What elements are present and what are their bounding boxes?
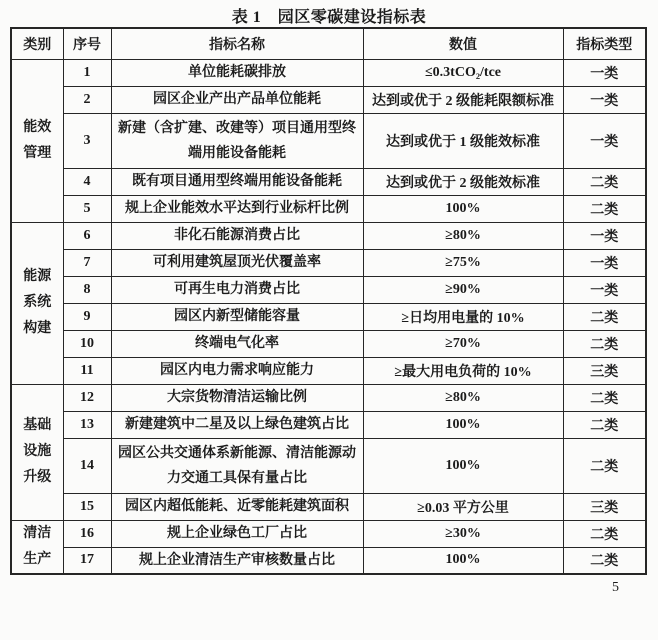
indicator-name-cell: 新建（含扩建、改建等）项目通用型终端用能设备能耗: [111, 113, 363, 168]
indicator-name-cell: 大宗货物清洁运输比例: [111, 384, 363, 411]
indicator-type-cell: 一类: [563, 276, 646, 303]
table-row: [11, 493, 646, 520]
indicator-name-cell: 园区公共交通体系新能源、清洁能源动力交通工具保有量占比: [111, 438, 363, 493]
indicator-name-cell: 园区内新型储能容量: [111, 303, 363, 330]
table-row: [11, 222, 646, 249]
indicator-value-cell: 100%: [363, 411, 563, 438]
indicator-value-cell: 100%: [363, 438, 563, 493]
row-number-cell: 9: [63, 303, 111, 330]
indicator-value-cell: ≥0.03 平方公里: [363, 493, 563, 520]
indicator-type-cell: 三类: [563, 357, 646, 384]
row-number-cell: 15: [63, 493, 111, 520]
indicator-name-cell: 终端电气化率: [111, 330, 363, 357]
indicator-table: [10, 27, 647, 575]
indicator-value-cell: ≥最大用电负荷的 10%: [363, 357, 563, 384]
table-row: [11, 547, 646, 574]
indicator-value-cell: ≥80%: [363, 222, 563, 249]
table-title: 表 1 园区零碳建设指标表: [231, 9, 427, 26]
indicator-type-cell: 二类: [563, 303, 646, 330]
indicator-value-cell: 达到或优于 2 级能效标准: [363, 168, 563, 195]
indicator-value-cell: ≥70%: [363, 330, 563, 357]
indicator-name-cell: 园区内超低能耗、近零能耗建筑面积: [111, 493, 363, 520]
table-row: [11, 168, 646, 195]
row-number-cell: 14: [63, 438, 111, 493]
indicator-value-cell: 100%: [363, 547, 563, 574]
indicator-name-cell: 单位能耗碳排放: [111, 59, 363, 86]
table-row: [11, 86, 646, 113]
row-number-cell: 17: [63, 547, 111, 574]
header-indicator-name: 指标名称: [111, 28, 363, 59]
indicator-value-cell: 100%: [363, 195, 563, 222]
indicator-name-cell: 规上企业绿色工厂占比: [111, 520, 363, 547]
row-number-cell: 12: [63, 384, 111, 411]
indicator-type-cell: 一类: [563, 86, 646, 113]
table-row: [11, 113, 646, 168]
row-number-cell: 11: [63, 357, 111, 384]
table-row: [11, 303, 646, 330]
table-row: [11, 276, 646, 303]
indicator-value-cell: 达到或优于 2 级能耗限额标准: [363, 86, 563, 113]
indicator-type-cell: 二类: [563, 411, 646, 438]
row-number-cell: 2: [63, 86, 111, 113]
category-cell: 基础设施升级: [11, 384, 63, 520]
row-number-cell: 7: [63, 249, 111, 276]
indicator-type-cell: 二类: [563, 384, 646, 411]
indicator-name-cell: 非化石能源消费占比: [111, 222, 363, 249]
indicator-type-cell: 一类: [563, 249, 646, 276]
header-row: [11, 28, 646, 59]
indicator-value-cell: ≥80%: [363, 384, 563, 411]
category-cell: 能效管理: [11, 59, 63, 222]
indicator-name-cell: 规上企业清洁生产审核数量占比: [111, 547, 363, 574]
category-cell: 清洁生产: [11, 520, 63, 574]
table-row: [11, 520, 646, 547]
header-value: 数值: [363, 28, 563, 59]
indicator-type-cell: 二类: [563, 547, 646, 574]
table-row: [11, 195, 646, 222]
table-row: [11, 59, 646, 86]
indicator-value-cell: ≤0.3tCO₂/tce: [363, 59, 563, 86]
table-row: [11, 438, 646, 493]
indicator-value-cell: ≥75%: [363, 249, 563, 276]
indicator-name-cell: 园区内电力需求响应能力: [111, 357, 363, 384]
row-number-cell: 3: [63, 113, 111, 168]
category-cell: 能源系统构建: [11, 222, 63, 384]
row-number-cell: 16: [63, 520, 111, 547]
table-row: [11, 357, 646, 384]
indicator-type-cell: 二类: [563, 330, 646, 357]
page-number: 5: [612, 580, 619, 595]
row-number-cell: 8: [63, 276, 111, 303]
table-row: [11, 330, 646, 357]
indicator-name-cell: 园区企业产出产品单位能耗: [111, 86, 363, 113]
indicator-name-cell: 既有项目通用型终端用能设备能耗: [111, 168, 363, 195]
row-number-cell: 4: [63, 168, 111, 195]
indicator-name-cell: 新建建筑中二星及以上绿色建筑占比: [111, 411, 363, 438]
indicator-name-cell: 可再生电力消费占比: [111, 276, 363, 303]
table-row: [11, 249, 646, 276]
indicator-value-cell: ≥90%: [363, 276, 563, 303]
indicator-type-cell: 三类: [563, 493, 646, 520]
header-indicator-type: 指标类型: [563, 28, 646, 59]
indicator-type-cell: 二类: [563, 195, 646, 222]
row-number-cell: 1: [63, 59, 111, 86]
indicator-type-cell: 一类: [563, 59, 646, 86]
indicator-value-cell: ≥30%: [363, 520, 563, 547]
indicator-type-cell: 二类: [563, 438, 646, 493]
row-number-cell: 13: [63, 411, 111, 438]
header-category: 类别: [11, 28, 63, 59]
indicator-type-cell: 一类: [563, 113, 646, 168]
row-number-cell: 5: [63, 195, 111, 222]
indicator-type-cell: 二类: [563, 520, 646, 547]
indicator-name-cell: 可利用建筑屋顶光伏覆盖率: [111, 249, 363, 276]
indicator-type-cell: 一类: [563, 222, 646, 249]
table-row: [11, 411, 646, 438]
indicator-name-cell: 规上企业能效水平达到行业标杆比例: [111, 195, 363, 222]
table-row: [11, 384, 646, 411]
indicator-type-cell: 二类: [563, 168, 646, 195]
row-number-cell: 10: [63, 330, 111, 357]
indicator-value-cell: ≥日均用电量的 10%: [363, 303, 563, 330]
row-number-cell: 6: [63, 222, 111, 249]
header-serial-number: 序号: [63, 28, 111, 59]
indicator-value-cell: 达到或优于 1 级能效标准: [363, 113, 563, 168]
